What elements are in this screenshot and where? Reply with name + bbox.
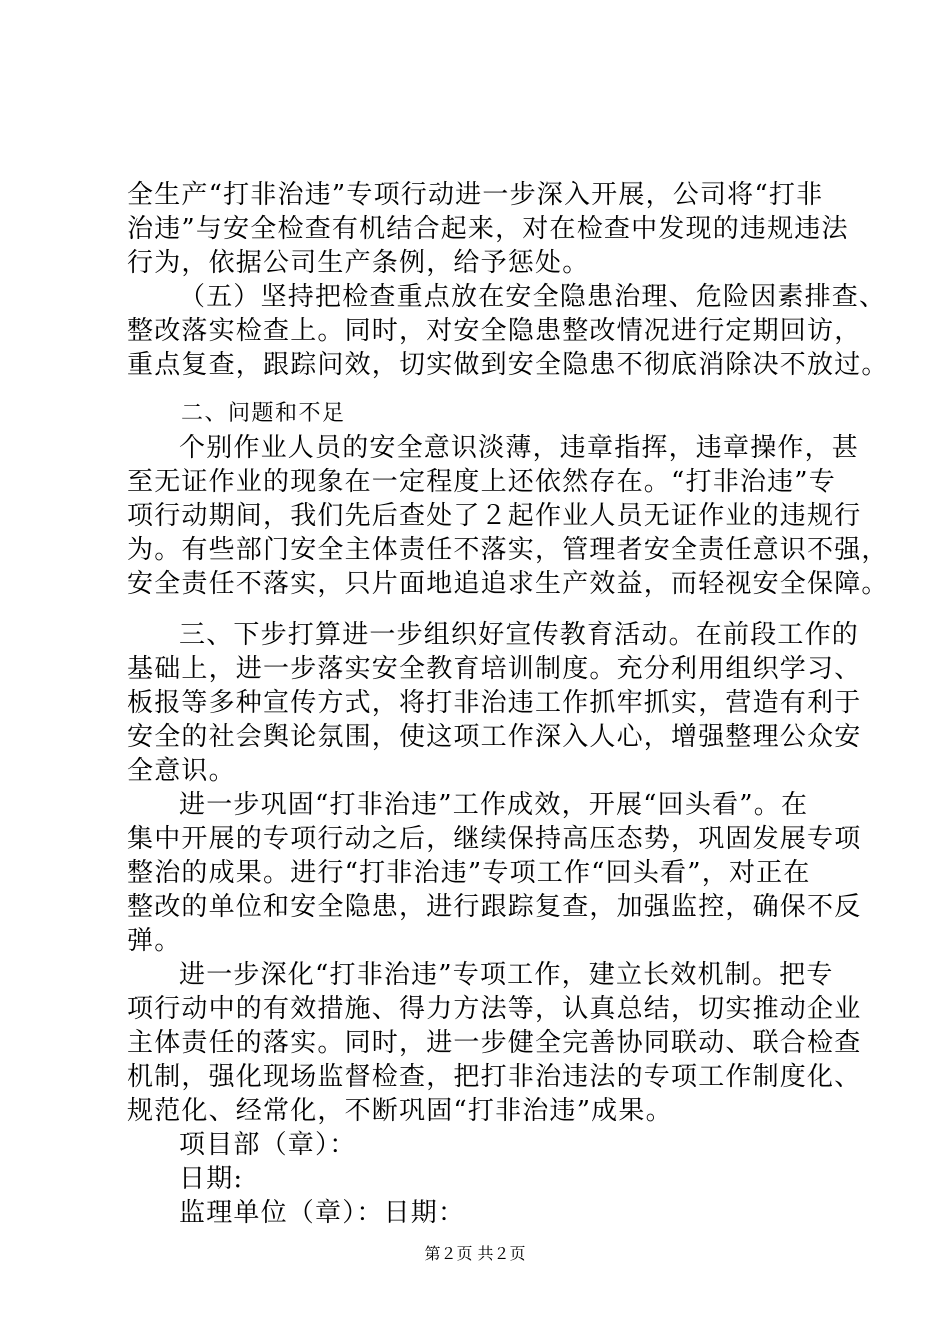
paragraph-line: 重点复查，跟踪问效，切实做到安全隐患不彻底消除决不放过。 bbox=[127, 350, 889, 380]
paragraph-line: 项行动中的有效措施、得力方法等，认真总结，切实推动企业 bbox=[127, 994, 862, 1024]
paragraph-line: 安全的社会舆论氛围，使这项工作深入人心，增强整理公众安 bbox=[127, 722, 862, 752]
section-heading: 二、问题和不足 bbox=[181, 401, 346, 426]
paragraph-line: 三、下步打算进一步组织好宣传教育活动。在前段工作的 bbox=[179, 620, 860, 650]
paragraph-line: （五）坚持把检查重点放在安全隐患治理、危险因素排查、 bbox=[179, 282, 887, 312]
paragraph-line: 整改的单位和安全隐患，进行跟踪复查，加强监控，确保不反 bbox=[127, 892, 862, 922]
paragraph-line: 弹。 bbox=[127, 926, 182, 956]
supervisor-seal-date-label: 监理单位（章）：日期： bbox=[179, 1198, 466, 1228]
paragraph-line: 进一步深化“打非治违”专项工作，建立长效机制。把专 bbox=[179, 960, 834, 990]
date-label: 日期: bbox=[179, 1164, 244, 1194]
paragraph-line: 项行动期间，我们先后查处了２起作业人员无证作业的违规行 bbox=[127, 501, 862, 531]
paragraph-line: 进一步巩固“打非治违”工作成效，开展“回头看”。在 bbox=[179, 790, 809, 820]
paragraph-line: 安全责任不落实，只片面地追追求生产效益，而轻视安全保障。 bbox=[127, 569, 889, 599]
paragraph-line: 行为，依据公司生产条例，给予惩处。 bbox=[127, 248, 590, 278]
paragraph-line: 个别作业人员的安全意识淡薄，违章指挥，违章操作，甚 bbox=[179, 433, 860, 463]
paragraph-line: 治违”与安全检查有机结合起来，对在检查中发现的违规违法 bbox=[127, 214, 849, 244]
paragraph-line: 整治的成果。进行“打非治违”专项工作“回头看”，对正在 bbox=[127, 858, 811, 888]
paragraph-line: 规范化、经常化，不断巩固“打非治违”成果。 bbox=[127, 1096, 673, 1126]
paragraph-line: 全意识。 bbox=[127, 756, 236, 786]
page-number: 第２页 共２页 bbox=[424, 1244, 526, 1263]
paragraph-line: 整改落实检查上。同时，对安全隐患整改情况进行定期回访， bbox=[127, 316, 862, 346]
paragraph-line: 板报等多种宣传方式，将打非治违工作抓牢抓实，营造有利于 bbox=[127, 688, 862, 718]
paragraph-line: 为。有些部门安全主体责任不落实，管理者安全责任意识不强， bbox=[127, 535, 889, 565]
project-dept-seal-label: 项目部（章）： bbox=[179, 1130, 357, 1160]
paragraph-line: 至无证作业的现象在一定程度上还依然存在。“打非治违”专 bbox=[127, 467, 836, 497]
paragraph-line: 基础上，进一步落实安全教育培训制度。充分利用组织学习、 bbox=[127, 654, 862, 684]
paragraph-line: 机制，强化现场监督检查，把打非治违法的专项工作制度化、 bbox=[127, 1062, 862, 1092]
paragraph-line: 主体责任的落实。同时，进一步健全完善协同联动、联合检查 bbox=[127, 1028, 862, 1058]
paragraph-line: 全生产“打非治违”专项行动进一步深入开展，公司将“打非 bbox=[127, 180, 824, 210]
paragraph-line: 集中开展的专项行动之后，继续保持高压态势，巩固发展专项 bbox=[127, 824, 862, 854]
